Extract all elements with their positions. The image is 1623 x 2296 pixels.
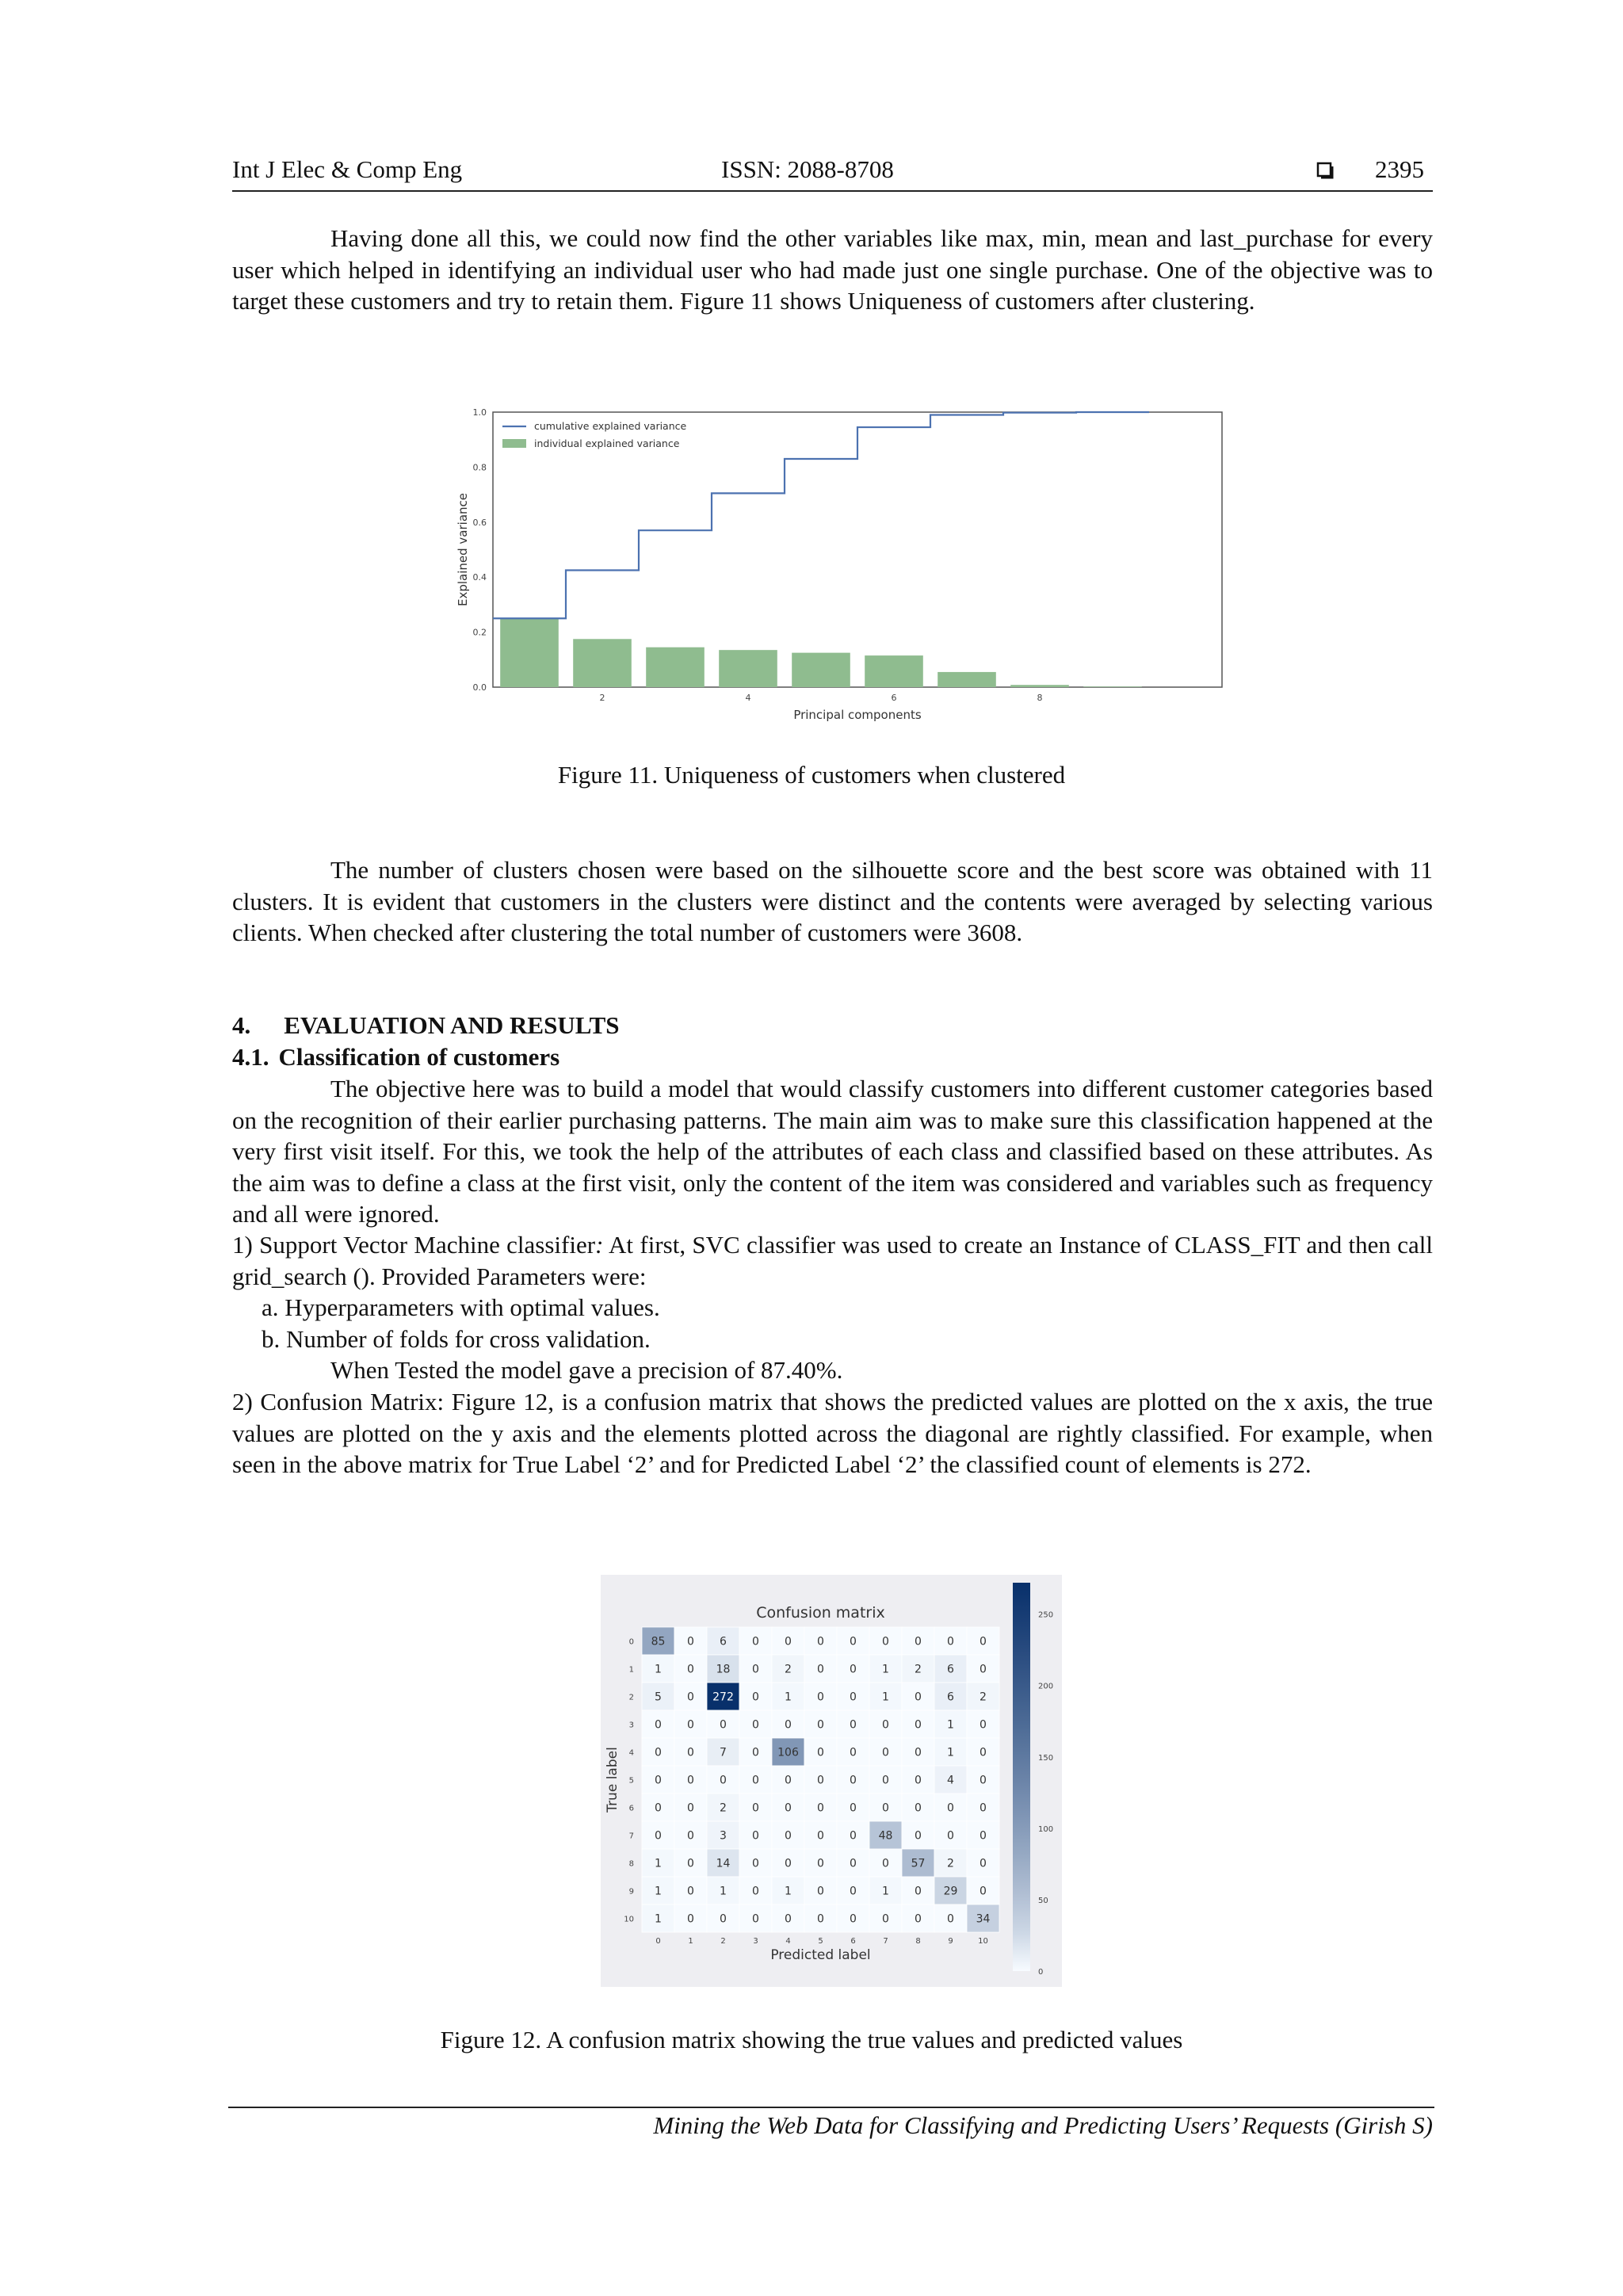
page-number: 2395: [1375, 155, 1424, 183]
figure-11-caption: Figure 11. Uniqueness of customers when clustered: [557, 761, 1066, 789]
cell-value: 0: [785, 1801, 792, 1815]
cell-value: 1: [655, 1912, 662, 1926]
y-tick-label: 9: [628, 1887, 634, 1897]
variance-bar: [1083, 686, 1142, 687]
cell-value: 0: [915, 1746, 922, 1759]
x-tick-label: 7: [883, 1937, 888, 1946]
cell-value: 2: [785, 1663, 792, 1676]
cell-value: 0: [785, 1774, 792, 1787]
sub-list-item: b. Number of folds for cross validation.: [262, 1325, 651, 1353]
colorbar-tick-label: 0: [1038, 1968, 1044, 1977]
cell-value: 272: [712, 1690, 734, 1704]
cell-value: 1: [882, 1885, 889, 1898]
x-tick-label: 0: [655, 1937, 661, 1946]
colorbar-tick-label: 50: [1038, 1896, 1048, 1905]
cell-value: 0: [752, 1663, 759, 1676]
section-number: 4.: [232, 1011, 251, 1039]
cell-value: 0: [882, 1801, 889, 1815]
subsection-title: Classification of customers: [278, 1043, 560, 1071]
cell-value: 0: [687, 1663, 694, 1676]
cell-value: 0: [687, 1912, 694, 1926]
cell-value: 0: [882, 1746, 889, 1759]
cell-value: 0: [850, 1857, 857, 1870]
list-item-lead: 1) Support Vector Machine classifier: [232, 1231, 596, 1259]
cell-value: 2: [947, 1857, 954, 1870]
cell-value: 57: [911, 1857, 926, 1870]
cell-value: 0: [817, 1774, 824, 1787]
cell-value: 0: [752, 1801, 759, 1815]
y-tick-label: 2: [628, 1693, 634, 1702]
cell-value: 0: [785, 1718, 792, 1732]
cell-value: 1: [655, 1663, 662, 1676]
cell-value: 6: [947, 1663, 954, 1676]
cell-value: 0: [785, 1912, 792, 1926]
cell-value: 4: [947, 1774, 954, 1787]
y-tick-label: 0: [628, 1637, 634, 1647]
issn: ISSN: 2088-8708: [721, 155, 894, 183]
cell-value: 1: [947, 1746, 954, 1759]
tested-result: When Tested the model gave a precision of 87.40%.: [330, 1356, 843, 1384]
cell-value: 1: [655, 1857, 662, 1870]
x-tick-label: 6: [850, 1937, 856, 1946]
cell-value: 0: [980, 1857, 987, 1870]
y-tick-label: 0.2: [472, 627, 487, 638]
cell-value: 0: [850, 1635, 857, 1648]
cell-value: 0: [655, 1829, 662, 1843]
cell-value: 0: [980, 1663, 987, 1676]
cell-value: 0: [980, 1718, 987, 1732]
list-item-colon: :: [595, 1231, 604, 1259]
cell-value: 0: [947, 1912, 954, 1926]
x-tick-label: 3: [753, 1937, 758, 1946]
cell-value: 6: [720, 1635, 727, 1648]
cell-value: 0: [687, 1885, 694, 1898]
cell-value: 0: [655, 1718, 662, 1732]
y-tick-label: 3: [628, 1721, 634, 1730]
cell-value: 0: [785, 1857, 792, 1870]
cell-value: 5: [655, 1690, 662, 1704]
cell-value: 0: [752, 1690, 759, 1704]
cell-value: 0: [850, 1690, 857, 1704]
cell-value: 0: [752, 1635, 759, 1648]
y-tick-label: 1: [628, 1665, 634, 1675]
cell-value: 0: [817, 1801, 824, 1815]
cell-value: 0: [882, 1857, 889, 1870]
x-axis-label: Predicted label: [770, 1947, 871, 1963]
cell-value: 0: [882, 1912, 889, 1926]
cell-value: 0: [947, 1801, 954, 1815]
variance-bar: [500, 618, 559, 687]
cell-value: 1: [720, 1885, 727, 1898]
cell-value: 34: [976, 1912, 991, 1926]
cell-value: 2: [720, 1801, 727, 1815]
cell-value: 0: [915, 1912, 922, 1926]
colorbar-tick-label: 100: [1038, 1824, 1054, 1834]
cell-value: 0: [752, 1774, 759, 1787]
cell-value: 85: [651, 1635, 666, 1648]
cell-value: 0: [752, 1912, 759, 1926]
paragraph-text: The number of clusters chosen were based on the silhouette score and the best score was obtained with 11 clusters. It is evident that customers in the clusters were distinct and the contents were averaged by selecting various clients. When checked after clustering the total number of customers were 3608.: [232, 856, 1433, 946]
colorbar-tick-label: 150: [1038, 1753, 1054, 1763]
cell-value: 0: [980, 1746, 987, 1759]
cell-value: 0: [655, 1746, 662, 1759]
variance-bar: [646, 648, 705, 687]
paragraph-classification: [232, 1073, 1433, 1230]
list-item-confusion: [232, 1386, 1433, 1480]
y-tick-label: 6: [628, 1804, 634, 1813]
legend-bar-swatch: [502, 439, 526, 448]
cell-value: 0: [720, 1774, 727, 1787]
cell-value: 0: [850, 1663, 857, 1676]
cell-value: 0: [752, 1857, 759, 1870]
cell-value: 0: [752, 1746, 759, 1759]
cell-value: 0: [687, 1635, 694, 1648]
cell-value: 0: [915, 1690, 922, 1704]
list-item-text: At first, SVC classifier was used to create an Instance of CLASS_FIT and then call grid_search (). Provided Parameters were:: [232, 1231, 1433, 1290]
variance-bar: [865, 655, 923, 687]
section-title: EVALUATION AND RESULTS: [284, 1011, 620, 1039]
cell-value: 0: [980, 1801, 987, 1815]
colorbar-tick-label: 200: [1038, 1682, 1054, 1691]
cell-value: 0: [655, 1774, 662, 1787]
y-tick-label: 1.0: [472, 407, 487, 418]
cell-value: 0: [915, 1774, 922, 1787]
square-bullet-icon: [1316, 159, 1335, 187]
y-tick-label: 8: [628, 1859, 634, 1869]
cell-value: 0: [687, 1829, 694, 1843]
cell-value: 0: [817, 1663, 824, 1676]
cell-value: 0: [752, 1885, 759, 1898]
cell-value: 0: [980, 1635, 987, 1648]
running-header: [232, 155, 1433, 192]
legend-label: individual explained variance: [534, 437, 680, 449]
paragraph-clusters: [232, 854, 1433, 949]
variance-bar: [573, 639, 632, 687]
cell-value: 0: [752, 1829, 759, 1843]
cell-value: 0: [720, 1912, 727, 1926]
y-tick-label: 0.8: [472, 462, 487, 473]
cell-value: 0: [687, 1746, 694, 1759]
cell-value: 0: [817, 1718, 824, 1732]
cell-value: 1: [882, 1690, 889, 1704]
y-tick-label: 0.4: [472, 572, 487, 583]
cell-value: 0: [882, 1635, 889, 1648]
cell-value: 2: [980, 1690, 987, 1704]
y-tick-label: 0.0: [472, 682, 487, 693]
cell-value: 48: [878, 1829, 893, 1843]
cell-value: 1: [655, 1885, 662, 1898]
cell-value: 14: [716, 1857, 731, 1870]
variance-bar: [719, 650, 777, 687]
cell-value: 0: [850, 1885, 857, 1898]
cell-value: 6: [947, 1690, 954, 1704]
x-tick-label: 2: [720, 1937, 726, 1946]
cell-value: 0: [785, 1635, 792, 1648]
y-tick-label: 10: [624, 1915, 634, 1924]
cell-value: 1: [785, 1690, 792, 1704]
cell-value: 0: [687, 1718, 694, 1732]
cell-value: 0: [817, 1857, 824, 1870]
cell-value: 7: [720, 1746, 727, 1759]
chart-title: Confusion matrix: [756, 1604, 885, 1622]
section-heading: [232, 1010, 620, 1041]
y-tick-label: 4: [628, 1748, 634, 1758]
y-tick-label: 5: [628, 1776, 634, 1786]
cell-value: 1: [947, 1718, 954, 1732]
cell-value: 0: [817, 1885, 824, 1898]
list-item-svc: [232, 1229, 1433, 1292]
sub-list-item: a. Hyperparameters with optimal values.: [262, 1293, 660, 1321]
cell-value: 0: [817, 1635, 824, 1648]
cell-value: 0: [980, 1829, 987, 1843]
y-axis-label: True label: [605, 1747, 621, 1813]
x-tick-label: 5: [818, 1937, 823, 1946]
cell-value: 0: [882, 1718, 889, 1732]
x-tick-label: 9: [948, 1937, 953, 1946]
cell-value: 0: [687, 1857, 694, 1870]
cell-value: 0: [817, 1829, 824, 1843]
cell-value: 0: [947, 1829, 954, 1843]
paragraph-text: Having done all this, we could now find the other variables like max, min, mean and last_purchase for every user which helped in identifying an individual user who had made just one single purchase. One of the objective was to target these customers and try to retain them. Figure 11 shows Uniqueness of customers after clustering.: [232, 224, 1433, 315]
cell-value: 0: [850, 1912, 857, 1926]
cell-value: 0: [655, 1801, 662, 1815]
y-tick-label: 7: [628, 1832, 634, 1841]
subsection-number: 4.1.: [232, 1043, 269, 1071]
cell-value: 0: [915, 1801, 922, 1815]
variance-bar: [792, 653, 850, 687]
cell-value: 0: [947, 1635, 954, 1648]
cell-value: 0: [850, 1718, 857, 1732]
x-axis-label: Principal components: [793, 708, 922, 722]
figure-12-chart: [601, 1575, 1062, 1987]
cell-value: 1: [785, 1885, 792, 1898]
cell-value: 0: [915, 1718, 922, 1732]
x-tick-label: 4: [785, 1937, 791, 1946]
subsection-heading: [232, 1041, 559, 1073]
colorbar: [1013, 1583, 1030, 1971]
cell-value: 0: [817, 1746, 824, 1759]
paragraph-intro: [232, 223, 1433, 317]
y-axis-label: Explained variance: [456, 492, 470, 607]
cell-value: 106: [777, 1746, 799, 1759]
cell-value: 0: [850, 1746, 857, 1759]
cell-value: 0: [752, 1718, 759, 1732]
x-tick-label: 8: [1037, 693, 1043, 703]
cell-value: 2: [915, 1663, 922, 1676]
cell-value: 0: [720, 1718, 727, 1732]
cell-value: 0: [687, 1801, 694, 1815]
cell-value: 0: [817, 1690, 824, 1704]
cell-value: 29: [943, 1885, 958, 1898]
cell-value: 0: [850, 1829, 857, 1843]
cell-value: 18: [716, 1663, 731, 1676]
cell-value: 0: [687, 1690, 694, 1704]
variance-bar: [1010, 685, 1069, 687]
cell-value: 0: [915, 1885, 922, 1898]
cell-value: 0: [817, 1912, 824, 1926]
x-tick-label: 8: [915, 1937, 921, 1946]
cell-value: 0: [687, 1774, 694, 1787]
cell-value: 3: [720, 1829, 727, 1843]
x-tick-label: 6: [891, 693, 897, 703]
y-tick-label: 0.6: [472, 517, 487, 528]
figure-12-caption: Figure 12. A confusion matrix showing the true values and predicted values: [440, 2026, 1183, 2053]
cell-value: 0: [850, 1801, 857, 1815]
cell-value: 0: [980, 1885, 987, 1898]
figure-11-chart: [444, 404, 1236, 729]
cell-value: 0: [882, 1774, 889, 1787]
cell-value: 0: [915, 1829, 922, 1843]
cell-value: 0: [915, 1635, 922, 1648]
paragraph-text: The objective here was to build a model that would classify customers into different customer categories based on the recognition of their earlier purchasing patterns. The main aim was to make sure this classification happened at the very first visit itself. For this, we took the help of the attributes of each class and classified based on these attributes. As the aim was to define a class at the first visit, only the content of the item was considered and variables such as frequency and all were ignored.: [232, 1075, 1433, 1228]
cell-value: 1: [882, 1663, 889, 1676]
journal-name: Int J Elec & Comp Eng: [232, 155, 463, 183]
x-tick-label: 10: [978, 1937, 988, 1946]
colorbar-tick-label: 250: [1038, 1610, 1054, 1620]
legend-label: cumulative explained variance: [534, 420, 687, 432]
cell-value: 0: [980, 1774, 987, 1787]
x-tick-label: 2: [599, 693, 605, 703]
list-item-text: 2) Confusion Matrix: Figure 12, is a confusion matrix that shows the predicted values are plotted on the x axis, the true values are plotted on the y axis and the elements plotted across the diagonal are rightly classified. For example, when seen in the above matrix for True Label ‘2’ and for Predicted Label ‘2’ the classified count of elements is 272.: [232, 1388, 1433, 1478]
footer-rule: [228, 2107, 1434, 2108]
x-tick-label: 1: [688, 1937, 693, 1946]
cell-value: 0: [785, 1829, 792, 1843]
x-tick-label: 4: [745, 693, 751, 703]
cell-value: 0: [850, 1774, 857, 1787]
variance-bar: [938, 672, 996, 687]
running-footer: Mining the Web Data for Classifying and Predicting Users’ Requests (Girish S): [653, 2111, 1433, 2139]
